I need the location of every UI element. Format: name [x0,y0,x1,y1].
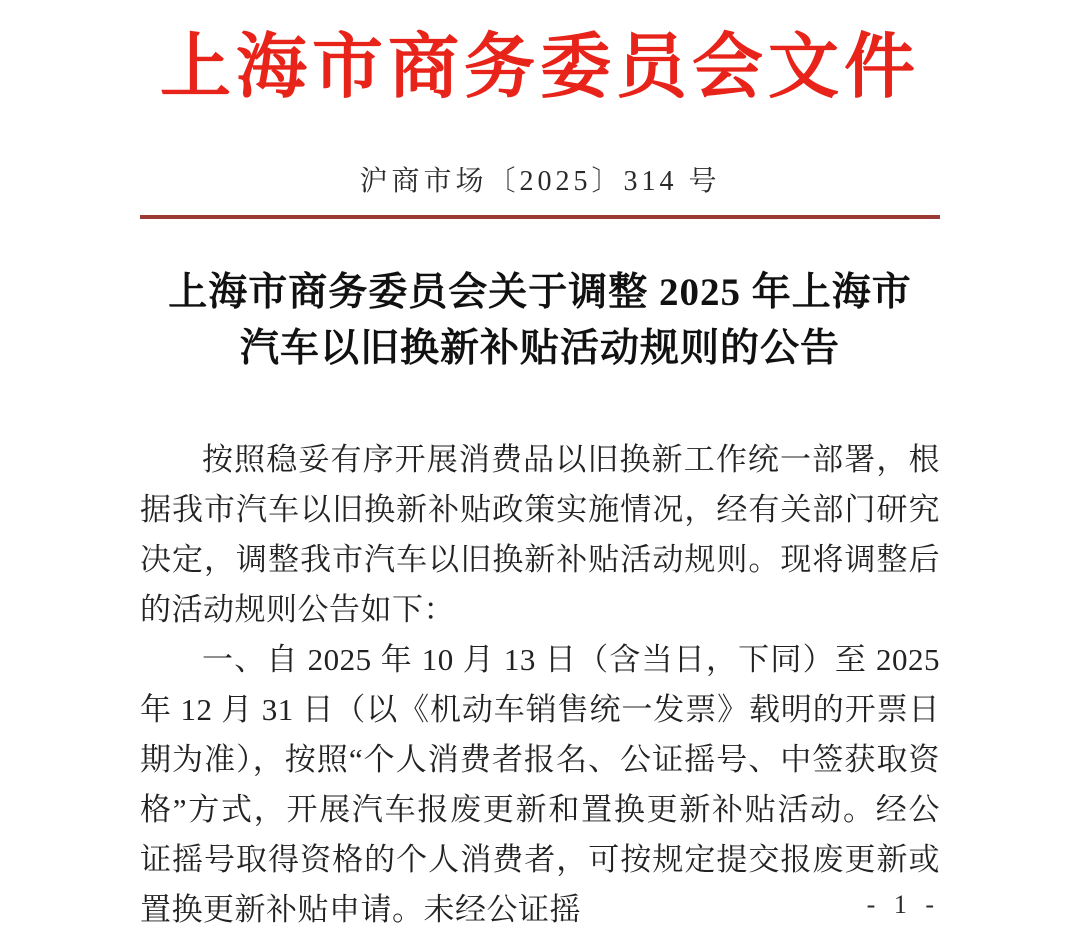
red-divider-line [140,215,940,219]
announcement-title-line-2: 汽车以旧换新补贴活动规则的公告 [239,327,840,370]
document-body [140,435,940,934]
announcement-title-line-1: 上海市商务委员会关于调整 2025 年上海市 [168,271,912,314]
document-header-title: 上海市商务委员会文件 [159,29,920,107]
document-number: 沪商市场〔2025〕314 号 [359,166,721,197]
paragraph-rule-1: 一、自 2025 年 10 月 13 日（含当日，下同）至 2025 年 12 月 31 日（以《机动车销售统一发票》载明的开票日期为准），按照“个人消费者报名、公证摇号、中签获取资格”方式，开展汽车报废更新和置换更新补贴活动。经公证摇号取得资格的个人消费者，可按规定提交报废更新或置换更新补贴申请。未经公证摇 [140,642,940,927]
paragraph-intro: 按照稳妥有序开展消费品以旧换新工作统一部署，根据我市汽车以旧换新补贴政策实施情况，经有关部门研究决定，调整我市汽车以旧换新补贴活动规则。现将调整后的活动规则公告如下： [140,442,940,627]
announcement-title [140,265,940,377]
page-number: - 1 - [866,890,940,919]
